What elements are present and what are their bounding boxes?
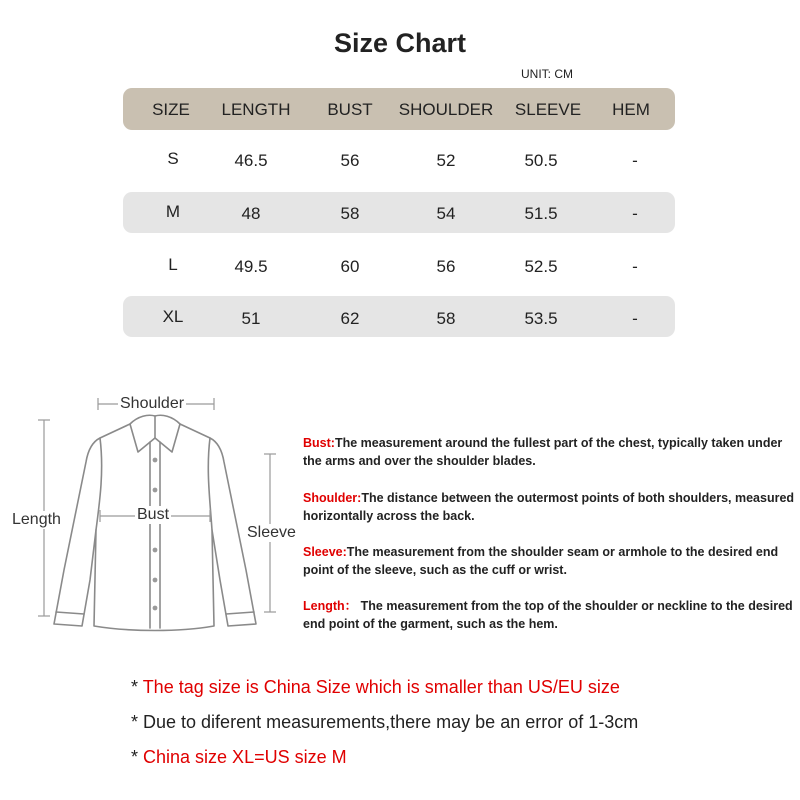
legend-sleeve-key: Sleeve: [303, 545, 347, 559]
legend-shoulder [303, 489, 800, 525]
legend-length-key: Length： [303, 599, 358, 613]
table-cell: 56 [340, 151, 360, 170]
table-cell: 51.5 [524, 204, 558, 223]
table-cell: XL [162, 307, 184, 326]
sleeve-label: Sleeve [247, 524, 296, 541]
note-bullet: * [131, 677, 143, 697]
legend-bust-text: The measurement around the fullest part of the chest, typically taken under the arms and over the shoulder blades. [303, 436, 783, 468]
legend-length [303, 597, 800, 633]
header-sleeve: SLEEVE [514, 100, 582, 119]
table-cell: 51 [241, 309, 261, 328]
legend-sleeve-text: The measurement from the shoulder seam or armhole to the desired end point of the sleeve, such as the cuff or wrist. [303, 545, 779, 577]
table-cell: - [632, 151, 638, 170]
legend-shoulder-key: Shoulder: [303, 491, 362, 505]
note-bullet: * [131, 712, 144, 732]
unit-label: UNIT: CM [521, 67, 573, 81]
table-cell: 49.5 [234, 257, 268, 276]
length-label: Length [12, 511, 61, 528]
legend-bust-key: Bust: [303, 436, 335, 450]
table-cell: 53.5 [524, 309, 558, 328]
table-cell: 62 [340, 309, 360, 328]
table-cell: 58 [436, 309, 456, 328]
note-text: China size XL=US size M [143, 747, 347, 767]
legend-length-text: The measurement from the top of the shoulder or neckline to the desired end point of the garment, such as the hem. [303, 599, 793, 631]
header-length: LENGTH [221, 100, 291, 119]
table-cell: 56 [436, 257, 456, 276]
table-cell: 60 [340, 257, 360, 276]
header-bust: BUST [327, 100, 373, 119]
note-text: Due to diferent measurements,there may be an error of 1-3cm [143, 712, 639, 732]
table-cell: L [168, 255, 178, 274]
header-hem: HEM [612, 100, 650, 119]
table-cell: M [165, 202, 181, 221]
bust-label: Bust [137, 506, 170, 523]
note-measurement-error [131, 712, 638, 733]
page-title: Size Chart [333, 28, 467, 58]
table-cell: 50.5 [524, 151, 558, 170]
shoulder-label: Shoulder [120, 395, 185, 412]
note-bullet: * [131, 747, 144, 767]
header-size: SIZE [152, 100, 190, 119]
legend-sleeve [303, 543, 800, 579]
table-cell: 54 [436, 204, 456, 223]
table-cell: 52 [436, 151, 456, 170]
table-cell: 46.5 [234, 151, 268, 170]
table-cell: S [167, 149, 179, 168]
table-cell: 48 [241, 204, 261, 223]
note-tag-size [131, 677, 620, 698]
note-size-conversion [131, 747, 347, 768]
table-cell: 52.5 [524, 257, 558, 276]
table-cell: - [632, 257, 638, 276]
header-shoulder: SHOULDER [398, 100, 494, 119]
table-cell: - [632, 204, 638, 223]
legend-bust [303, 434, 800, 470]
table-cell: - [632, 309, 638, 328]
legend-shoulder-text: The distance between the outermost points of both shoulders, measured horizontally across the back. [303, 491, 795, 523]
note-text: The tag size is China Size which is smaller than US/EU size [142, 677, 620, 697]
table-cell: 58 [340, 204, 360, 223]
